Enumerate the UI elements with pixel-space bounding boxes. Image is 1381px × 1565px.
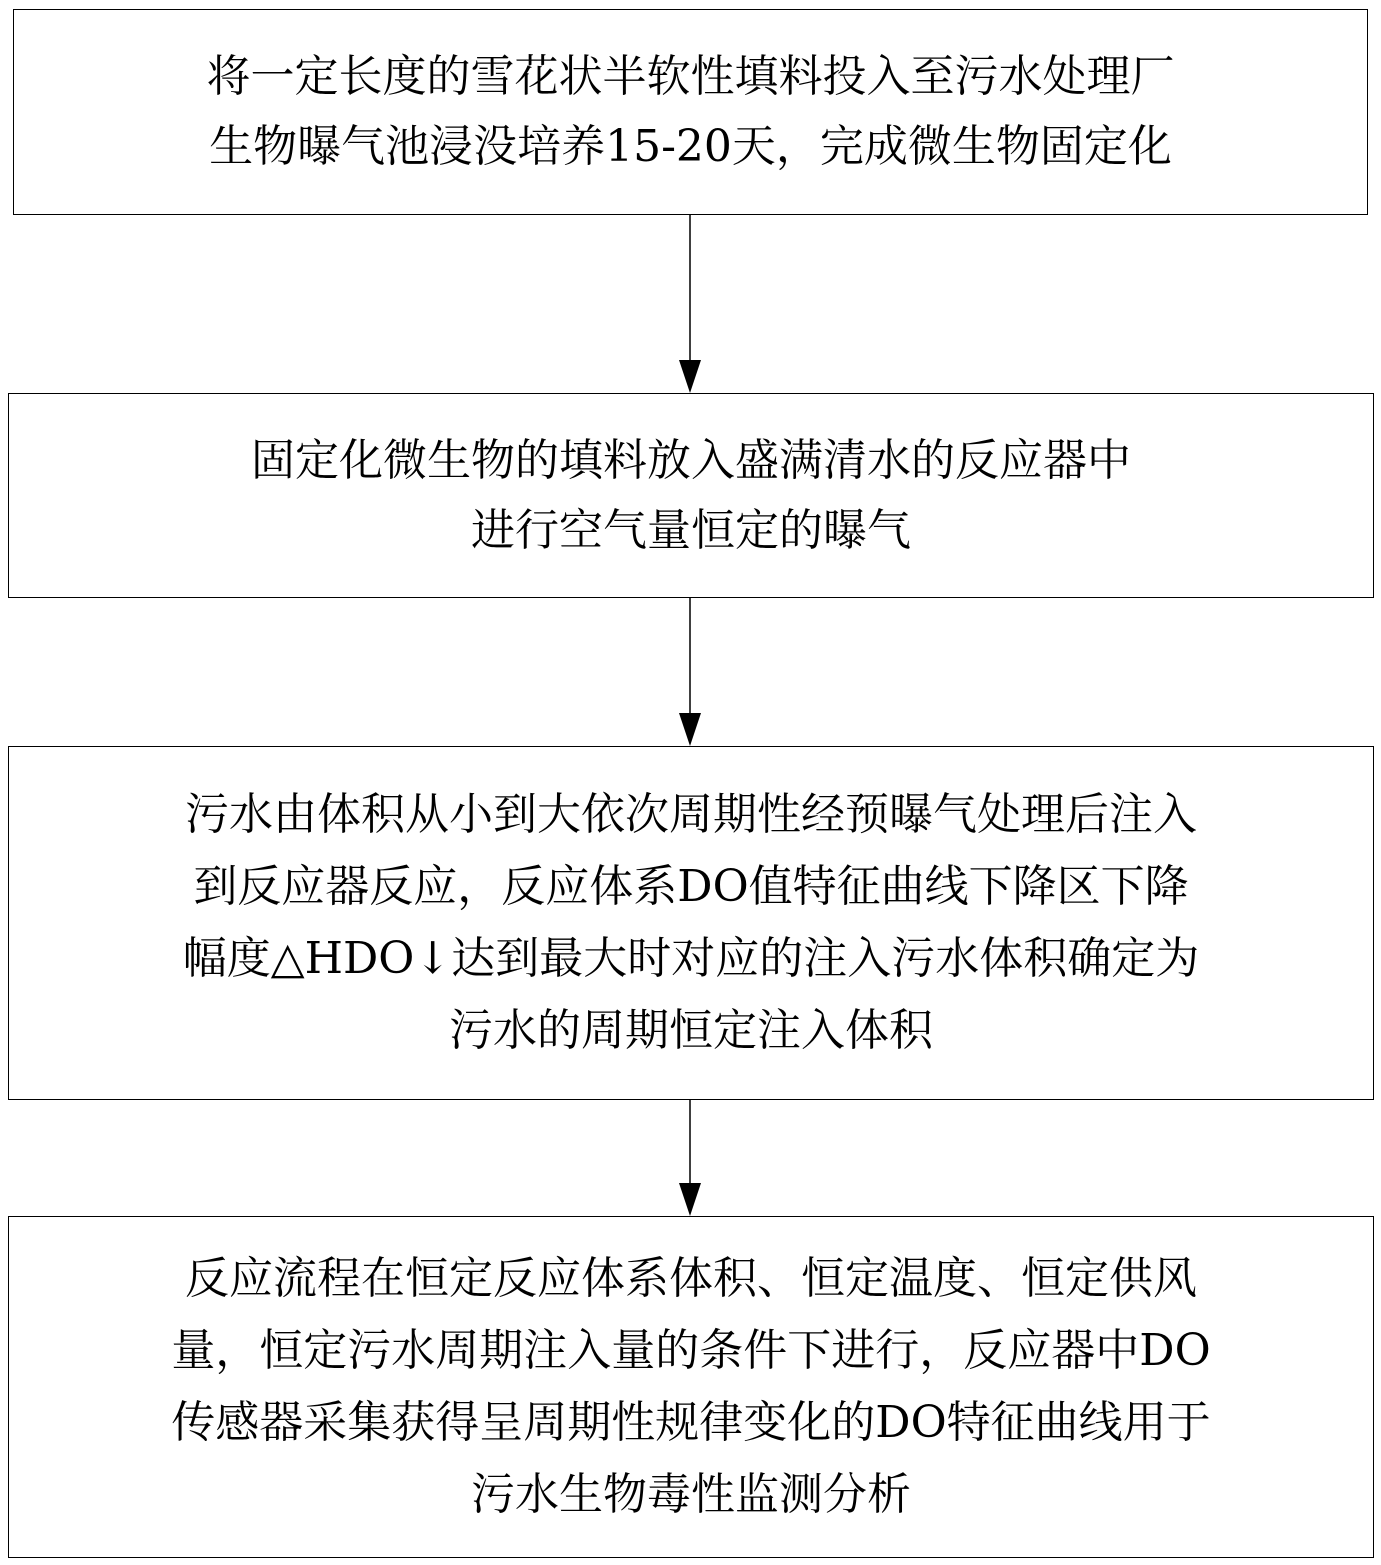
step-4-box [8,1216,1374,1558]
step-3-line-3: 幅度△HDO↓达到最大时对应的注入污水体积确定为 [182,933,1200,984]
arrow-3-4 [679,1100,701,1216]
step-4-line-2: 量，恒定污水周期注入量的条件下进行，反应器中DO [171,1325,1211,1376]
step-2-line-1: 固定化微生物的填料放入盛满清水的反应器中 [251,434,1131,486]
arrow-3-4-head [679,1183,701,1216]
step-4-line-1: 反应流程在恒定反应体系体积、恒定温度、恒定供风 [185,1253,1197,1304]
step-4-line-4: 污水生物毒性监测分析 [471,1469,911,1520]
step-3-line-1: 污水由体积从小到大依次周期性经预曝气处理后注入 [185,789,1197,840]
step-3-line-2: 到反应器反应，反应体系DO值特征曲线下降区下降 [193,861,1189,912]
step-3-box [8,746,1374,1100]
step-4-line-3: 传感器采集获得呈周期性规律变化的DO特征曲线用于 [171,1397,1211,1448]
step-1-line-1: 将一定长度的雪花状半软性填料投入至污水处理厂 [206,51,1175,102]
step-2-box [8,393,1374,598]
arrow-1-2 [679,215,701,393]
step-2-line-2: 进行空气量恒定的曝气 [471,504,911,556]
arrow-2-3 [679,598,701,746]
step-1-box [13,9,1368,215]
step-3-line-4: 污水的周期恒定注入体积 [449,1005,933,1056]
arrow-1-2-head [679,360,701,393]
step-1-line-2: 生物曝气池浸没培养15-20天，完成微生物固定化 [209,121,1172,172]
arrow-2-3-head [679,713,701,746]
